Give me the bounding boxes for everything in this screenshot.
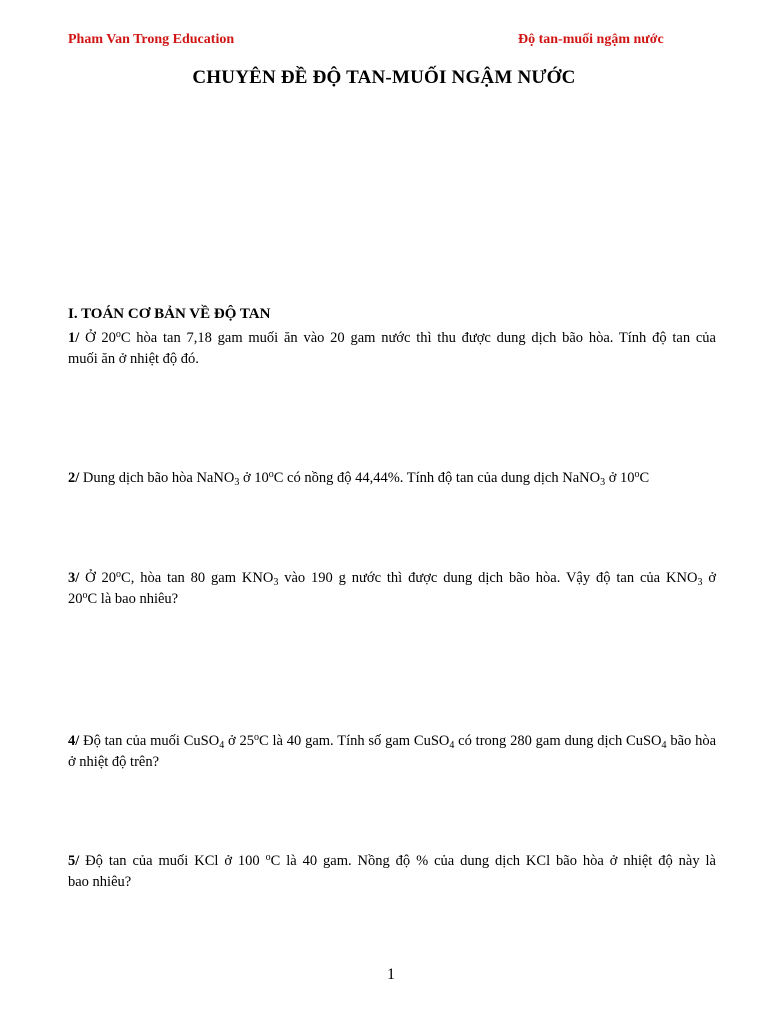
problem-1 [68,328,716,370]
problem-number: 2/ [68,470,80,486]
header-right-text: Độ tan-muối ngậm nước [518,32,664,47]
problem-number: 1/ [68,330,80,346]
problem-number: 4/ [68,733,80,749]
problem-number: 5/ [68,853,80,869]
problem-3 [68,568,716,610]
problem-line: bao nhiêu? [68,874,132,890]
problem-4 [68,731,716,773]
problem-line: ở nhiệt độ trên? [68,754,160,770]
problem-2 [68,468,716,489]
problem-line: 4/ Độ tan của muối CuSO$_4$ ở 25$^o$C là 40 gam. Tính số gam CuSO$_4$ có trong 280 gam dung dịch CuSO$_4$ bão hòa [68,732,717,751]
section-heading: I. TOÁN CƠ BẢN VỀ ĐỘ TAN [68,306,271,322]
problem-line: 20$^o$C là bao nhiêu? [68,590,179,607]
problem-line: 5/ Độ tan của muối KCl ở 100 $^o$C là 40 gam. Nồng độ % của dung dịch KCl bão hòa ở nhiệt độ này là [68,852,716,869]
problem-line: 1/ Ở 20$^o$C hòa tan 7,18 gam muối ăn vào 20 gam nước thì thu được dung dịch bão hòa. Tính độ tan của [68,329,716,346]
problem-line: 3/ Ở 20$^o$C, hòa tan 80 gam $KNO_3$ vào 190 g nước thì được dung dịch bão hòa. Vậy độ tan của $KNO_3$ ở [68,569,716,588]
problem-line: 2/ Dung dịch bão hòa NaNO$_3$ ở 10$^o$C có nồng độ 44,44%. Tính độ tan của dung dịch NaNO$_3$ ở 10$^o$C [68,469,650,488]
header-left-text: Pham Van Trong Education [68,32,235,47]
problem-5 [68,851,716,893]
page-number: 1 [387,966,395,983]
problem-line: muối ăn ở nhiệt độ đó. [68,351,199,367]
document-title: CHUYÊN ĐỀ ĐỘ TAN-MUỐI NGẬM NƯỚC [192,67,576,88]
problem-number: 3/ [68,570,80,586]
